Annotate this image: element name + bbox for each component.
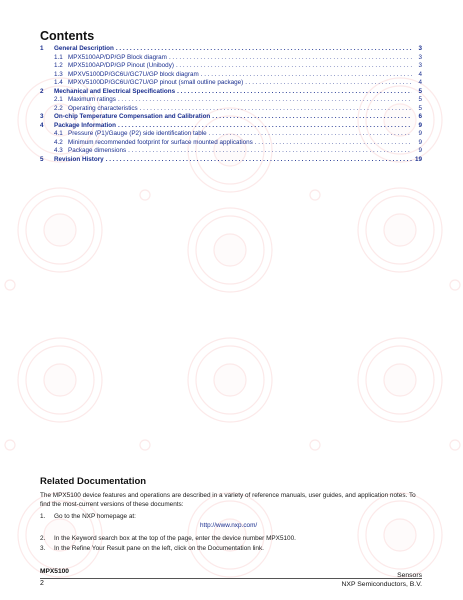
toc-entry-page: 3 — [418, 62, 422, 69]
toc-entry-title: MPXV5100DP/GC6U/GC7U/GP block diagram — [68, 70, 199, 78]
footer-category: Sensors — [397, 572, 422, 579]
toc-entry-title: Package dimensions — [68, 147, 127, 154]
table-of-contents — [40, 45, 422, 164]
toc-dot-leader — [118, 122, 412, 131]
related-documentation-heading: Related Documentation — [40, 476, 147, 487]
toc-entry[interactable] — [40, 79, 422, 88]
toc-entry-page: 4 — [418, 70, 422, 78]
toc-entry[interactable] — [40, 45, 422, 54]
toc-entry-title: Minimum recommended footprint for surface mounted applications — [68, 138, 253, 146]
toc-entry-page: 9 — [418, 138, 422, 146]
toc-dot-leader — [201, 71, 412, 80]
toc-entry-title: Package Information — [54, 121, 116, 129]
step-3: 3. In the Refine Your Result pane on the left, click on the Documentation link. — [40, 545, 264, 552]
toc-dot-leader — [209, 130, 412, 139]
toc-entry-title: On-chip Temperature Compensation and Calibration — [54, 113, 211, 120]
toc-dot-leader — [245, 79, 412, 88]
toc-entry[interactable] — [40, 88, 422, 97]
toc-entry-title: Maximum ratings — [68, 96, 116, 103]
related-documentation-intro: The MPX5100 device features and operations are described in a variety of reference manuals, user guides, and application notes. To find the most-current versions of these documents: — [40, 492, 416, 508]
toc-entry-page: 5 — [418, 87, 422, 95]
toc-entry-title: MPX5100AP/DP/GP Block diagram — [68, 53, 167, 61]
toc-dot-leader — [255, 139, 412, 148]
toc-entry[interactable] — [40, 96, 422, 105]
toc-entry-number: 1.4 — [54, 79, 63, 86]
toc-entry-number: 1 — [40, 45, 44, 52]
toc-dot-leader — [128, 147, 412, 156]
toc-entry[interactable] — [40, 139, 422, 148]
toc-entry[interactable] — [40, 54, 422, 63]
toc-entry-number: 4.1 — [54, 130, 63, 137]
toc-entry-number: 2.2 — [54, 104, 63, 112]
toc-entry-title: Pressure (P1)/Gauge (P2) side identification table — [68, 130, 207, 137]
toc-entry-page: 4 — [418, 79, 422, 86]
step-1: 1. Go to the NXP homepage at: — [40, 513, 136, 520]
toc-entry-page: 9 — [418, 130, 422, 137]
toc-dot-leader — [116, 45, 412, 54]
toc-entry-title: MPX5100AP/DP/GP Pinout (Unibody) — [68, 62, 174, 69]
footer-company-block — [342, 572, 422, 589]
toc-entry[interactable] — [40, 156, 422, 165]
toc-entry[interactable] — [40, 122, 422, 131]
toc-entry-page: 9 — [418, 121, 422, 129]
toc-dot-leader — [177, 88, 412, 97]
toc-entry-number: 2 — [40, 87, 44, 95]
toc-dot-leader — [176, 62, 412, 71]
toc-entry-title: General Description — [54, 45, 114, 52]
toc-entry-title: Mechanical and Electrical Specifications — [54, 87, 176, 95]
toc-entry[interactable] — [40, 130, 422, 139]
toc-dot-leader — [106, 156, 412, 165]
nxp-homepage-link[interactable]: http://www.nxp.com/ — [200, 522, 258, 529]
toc-entry-page: 19 — [414, 155, 422, 163]
toc-entry-title: Revision History — [54, 155, 104, 163]
toc-entry[interactable] — [40, 105, 422, 114]
toc-entry-page: 3 — [418, 45, 422, 52]
toc-entry-number: 4 — [40, 121, 44, 129]
toc-entry-number: 1.1 — [54, 53, 63, 61]
toc-entry-number: 2.1 — [54, 96, 63, 103]
toc-entry-number: 1.3 — [54, 70, 63, 78]
toc-entry-title: Operating characteristics — [68, 104, 138, 112]
toc-entry[interactable] — [40, 113, 422, 122]
toc-entry-title: MPXV5100DP/GC6U/GC7U/GP pinout (small outline package) — [68, 79, 244, 86]
toc-dot-leader — [118, 96, 412, 105]
toc-entry-number: 4.3 — [54, 147, 63, 154]
footer-company: NXP Semiconductors, B.V. — [341, 580, 422, 588]
toc-dot-leader — [212, 113, 412, 122]
toc-entry-number: 4.2 — [54, 138, 63, 146]
toc-entry[interactable] — [40, 62, 422, 71]
toc-entry[interactable] — [40, 147, 422, 156]
toc-entry-page: 5 — [418, 96, 422, 103]
document-id: MPX5100 — [40, 568, 69, 575]
toc-entry-number: 3 — [40, 113, 44, 120]
toc-entry-page: 9 — [418, 147, 422, 154]
toc-entry[interactable] — [40, 71, 422, 80]
toc-entry-page: 5 — [418, 104, 422, 112]
toc-entry-number: 1.2 — [54, 62, 63, 69]
contents-heading: Contents — [40, 29, 95, 43]
toc-dot-leader — [140, 105, 412, 114]
page-number: 2 — [40, 580, 44, 587]
toc-entry-number: 5 — [40, 155, 44, 163]
toc-entry-page: 3 — [418, 53, 422, 61]
toc-entry-page: 6 — [418, 113, 422, 120]
step-2: 2. In the Keyword search box at the top of the page, enter the device number MPX5100. — [40, 535, 296, 542]
toc-dot-leader — [169, 54, 412, 63]
